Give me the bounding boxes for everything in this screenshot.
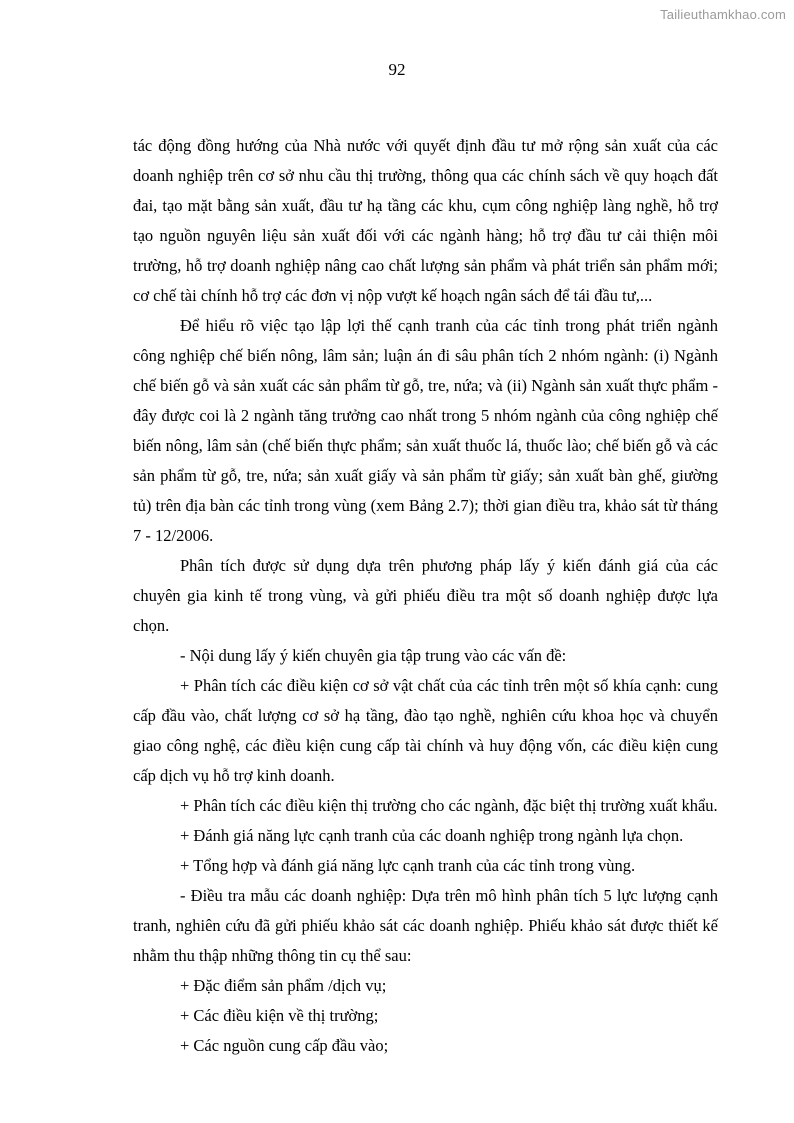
paragraph: Để hiểu rõ việc tạo lập lợi thế cạnh tranh của các tỉnh trong phát triển ngành công nghiệp chế biến nông, lâm sản; luận án đi sâu phân tích 2 nhóm ngành: (i) Ngành chế biến gỗ và sản xuất các sản phẩm từ gỗ, tre, nứa; và (ii) Ngành sản xuất thực phẩm - đây được coi là 2 ngành tăng trưởng cao nhất trong 5 nhóm ngành của công nghiệp chế biến nông, lâm sản (chế biến thực phẩm; sản xuất thuốc lá, thuốc lào; chế biến gỗ và các sản phẩm từ gỗ, tre, nứa; sản xuất giấy và sản phẩm từ giấy; sản xuất bàn ghế, giường tủ) trên địa bàn các tỉnh trong vùng (xem Bảng 2.7); thời gian điều tra, khảo sát từ tháng 7 - 12/2006. (133, 316, 718, 545)
list-item: + Đánh giá năng lực cạnh tranh của các doanh nghiệp trong ngành lựa chọn. (180, 826, 684, 845)
list-item: + Các điều kiện về thị trường; (180, 1006, 379, 1025)
list-item: + Tổng hợp và đánh giá năng lực cạnh tranh của các tỉnh trong vùng. (180, 856, 636, 875)
document-body (133, 131, 718, 1061)
watermark: Tailieuthamkhao.com (660, 7, 786, 22)
list-item: + Phân tích các điều kiện thị trường cho các ngành, đặc biệt thị trường xuất khẩu. (180, 796, 718, 815)
list-heading: - Nội dung lấy ý kiến chuyên gia tập trung vào các vấn đề: (180, 646, 567, 665)
list-item: + Các nguồn cung cấp đầu vào; (180, 1036, 389, 1055)
list-heading: - Điều tra mẫu các doanh nghiệp: Dựa trên mô hình phân tích 5 lực lượng cạnh tranh, nghiên cứu đã gửi phiếu khảo sát các doanh nghiệp. Phiếu khảo sát được thiết kế nhằm thu thập những thông tin cụ thể sau: (133, 886, 718, 965)
paragraph: Phân tích được sử dụng dựa trên phương pháp lấy ý kiến đánh giá của các chuyên gia kinh tế trong vùng, và gửi phiếu điều tra một số doanh nghiệp được lựa chọn. (133, 556, 718, 635)
paragraph: tác động đồng hướng của Nhà nước với quyết định đầu tư mở rộng sản xuất của các doanh nghiệp trên cơ sở nhu cầu thị trường, thông qua các chính sách về quy hoạch đất đai, tạo mặt bằng sản xuất, đầu tư hạ tầng các khu, cụm công nghiệp làng nghề, hỗ trợ tạo nguồn nguyên liệu sản xuất đối với các ngành hàng; hỗ trợ đầu tư cải thiện môi trường, hỗ trợ doanh nghiệp nâng cao chất lượng sản phẩm và phát triển sản phẩm mới; cơ chế tài chính hỗ trợ các đơn vị nộp vượt kế hoạch ngân sách để tái đầu tư,... (133, 136, 718, 305)
page-number: 92 (388, 60, 406, 79)
list-item: + Phân tích các điều kiện cơ sở vật chất của các tỉnh trên một số khía cạnh: cung cấp đầu vào, chất lượng cơ sở hạ tầng, đào tạo nghề, nghiên cứu khoa học và chuyển giao công nghệ, các điều kiện cung cấp tài chính và huy động vốn, các điều kiện cung cấp dịch vụ hỗ trợ kinh doanh. (133, 676, 718, 785)
list-item: + Đặc điểm sản phẩm /dịch vụ; (180, 976, 387, 995)
